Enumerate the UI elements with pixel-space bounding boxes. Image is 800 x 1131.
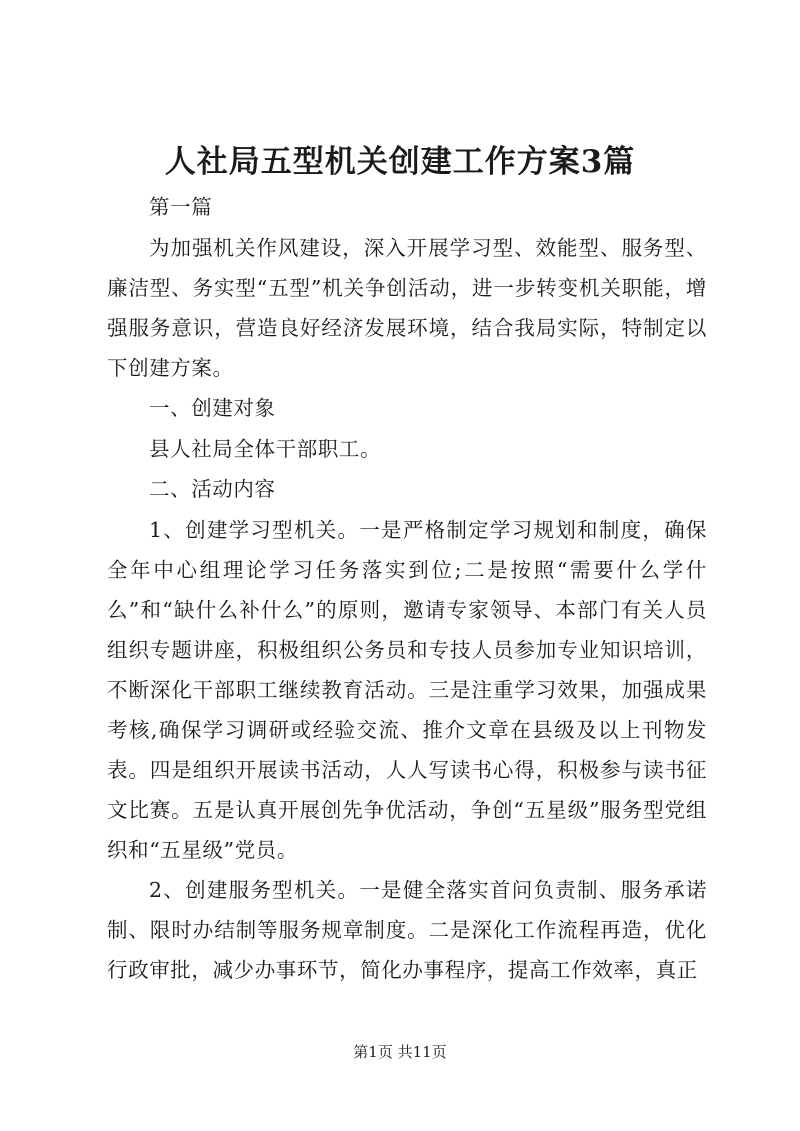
heading-content: 二、活动内容 bbox=[149, 477, 276, 501]
paragraph-intro: 为加强机关作风建设，深入开展学习型、效能型、服务型、廉洁型、务实型“五型”机关争创活动，进一步转变机关职能，增强服务意识，营造良好经济发展环境，结合我局实际，特制定以下创建方案。 bbox=[107, 236, 707, 380]
section-label: 第一篇 bbox=[149, 195, 213, 219]
paragraph-target: 县人社局全体干部职工。 bbox=[149, 437, 382, 461]
paragraph-learning-organ: 1、创建学习型机关。一是严格制定学习规划和制度，确保全年中心组理论学习任务落实到位;二是按照“需要什么学什么”和“缺什么补什么”的原则，邀请专家领导、本部门有关人员组织专题讲座，积极组织公务员和专技人员参加专业知识培训，不断深化干部职工继续教育活动。三是注重学习效果，加强成果考核,确保学习调研或经验交流、推介文章在县级及以上刊物发表。四是组织开展读书活动，人人写读书心得，积极参与读书征文比赛。五是认真开展创先争优活动，争创“五星级”服务型党组织和“五星级”党员。 bbox=[107, 518, 707, 862]
document-body bbox=[107, 187, 707, 990]
heading-target: 一、创建对象 bbox=[149, 396, 276, 420]
page-number-footer: 第1页 共11页 bbox=[353, 1043, 447, 1061]
paragraph-service-organ: 2、创建服务型机关。一是健全落实首问负责制、服务承诺制、限时办结制等服务规章制度。二是深化工作流程再造，优化行政审批，减少办事环节，简化办事程序，提高工作效率，真正 bbox=[107, 878, 707, 982]
document-title: 人社局五型机关创建工作方案3篇 bbox=[164, 144, 636, 180]
